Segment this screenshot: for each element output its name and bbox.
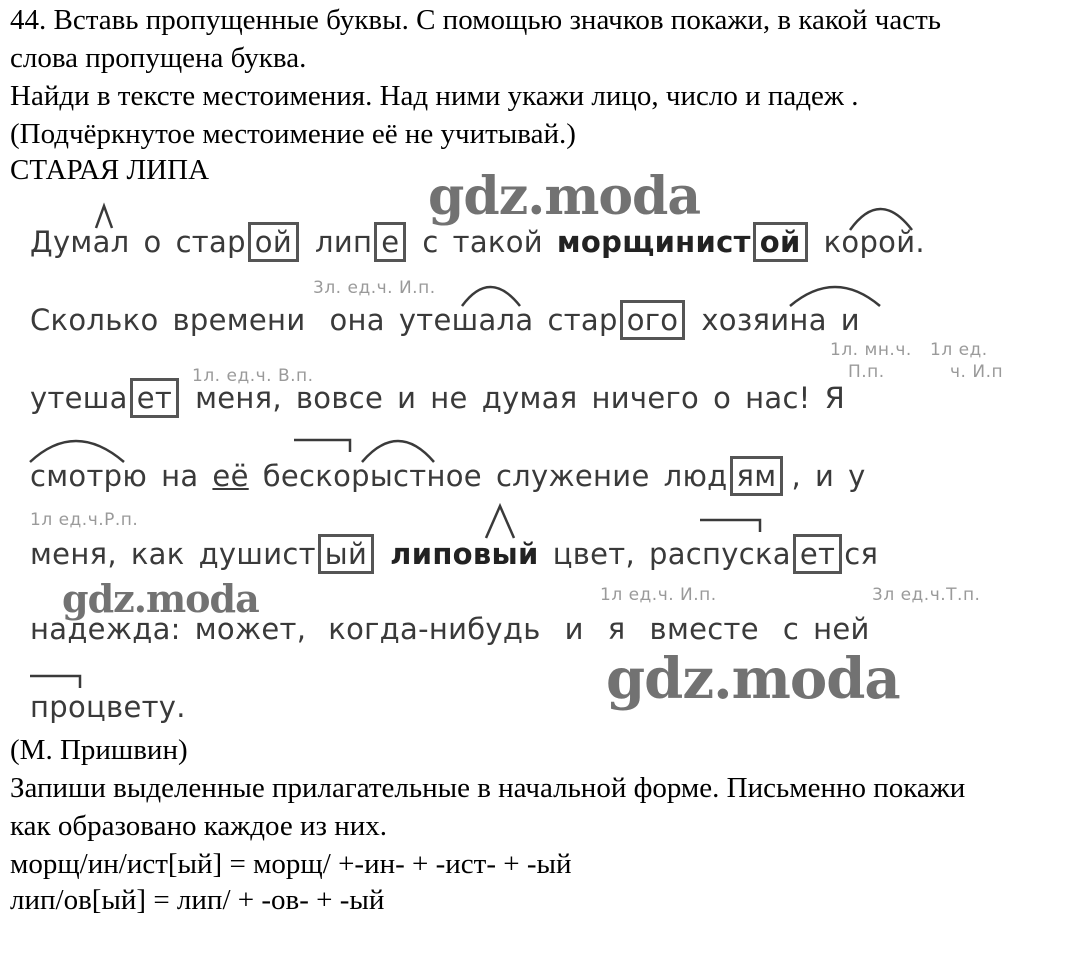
- ending-box: ет: [793, 534, 842, 574]
- word: люд ям: [664, 456, 786, 496]
- word: нас!: [745, 381, 811, 415]
- word: стар ого: [547, 300, 687, 340]
- word: стар ой: [176, 222, 301, 262]
- text-line-2: [30, 300, 874, 340]
- ending-box: ет: [130, 378, 179, 418]
- answer-line-2: лип/ов[ый] = лип/ + -ов- + -ый: [10, 884, 385, 916]
- word: и: [814, 459, 835, 493]
- word: утешала: [398, 303, 534, 337]
- word: Думал: [30, 225, 130, 259]
- ending-box: е: [374, 222, 406, 262]
- word: на: [161, 459, 199, 493]
- word: распуска ет ся: [649, 534, 878, 574]
- word: утеша ет: [30, 378, 181, 418]
- word: процвету.: [30, 690, 186, 724]
- word: о: [143, 225, 162, 259]
- task-line-2: слова пропущена буква.: [10, 42, 307, 74]
- pronoun-note: 1л. ед.ч. В.п.: [192, 366, 314, 386]
- word: как: [130, 537, 185, 571]
- word: лип е: [315, 222, 408, 262]
- word: ,: [791, 459, 801, 493]
- word: думая: [481, 381, 578, 415]
- word: душист ый: [199, 534, 377, 574]
- word: когда-нибудь: [328, 612, 541, 646]
- pronoun-note: 1л ед.: [930, 340, 988, 360]
- watermark: gdz.moda: [428, 166, 701, 227]
- word: надежда:: [30, 612, 181, 646]
- word: служение: [495, 459, 650, 493]
- word: с: [782, 612, 800, 646]
- task2-line-2: как образовано каждое из них.: [10, 810, 388, 842]
- word: вовсе: [295, 381, 384, 415]
- ending-box: ый: [318, 534, 374, 574]
- prefix-mark: [700, 520, 760, 532]
- ending-box: ого: [620, 300, 686, 340]
- word: времени: [172, 303, 306, 337]
- word: может,: [194, 612, 307, 646]
- word-underlined: её: [212, 459, 249, 493]
- task2-line-1: Запиши выделенные прилагательные в начальной форме. Письменно покажи: [10, 772, 966, 804]
- task-line-3: Найди в тексте местоимения. Над ними укажи лицо, число и падеж .: [10, 80, 859, 112]
- word: Сколько: [30, 303, 159, 337]
- pronoun-note: 1л ед.ч.Р.п.: [30, 510, 139, 530]
- word: цвет,: [552, 537, 635, 571]
- pronoun-note: 1л. мн.ч.: [830, 340, 912, 360]
- word: ничего: [591, 381, 700, 415]
- prefix-mark: [294, 440, 350, 452]
- word: бескорыстное: [262, 459, 482, 493]
- word: она: [329, 303, 385, 337]
- task-line-4: (Подчёркнутое местоимение её не учитывай.): [10, 118, 576, 150]
- pronoun-note: 3л. ед.ч. И.п.: [313, 278, 436, 298]
- word: у: [848, 459, 866, 493]
- watermark: gdz.moda: [62, 576, 259, 621]
- word: и: [397, 381, 417, 415]
- pronoun-note: 3л ед.ч.Т.п.: [872, 585, 981, 605]
- author: (М. Пришвин): [10, 734, 188, 766]
- pronoun-note: ч. И.п: [950, 362, 1004, 382]
- word: я: [607, 612, 626, 646]
- word-bold: морщинист ой: [557, 222, 810, 262]
- watermark: gdz.moda: [606, 646, 900, 712]
- word: смотрю: [30, 459, 148, 493]
- pronoun-note: П.п.: [848, 362, 885, 382]
- word: меня,: [195, 381, 282, 415]
- ending-box: ой: [248, 222, 299, 262]
- text-line-4: [30, 456, 880, 496]
- word: хозяина: [701, 303, 827, 337]
- answer-line-1: морщ/ин/ист[ый] = морщ/ +-ин- + -ист- + -ый: [10, 848, 572, 880]
- text-line-1: [30, 222, 939, 262]
- prefix-mark: [30, 676, 80, 688]
- task-line-1: 44. Вставь пропущенные буквы. С помощью значков покажи, в какой часть: [10, 4, 941, 36]
- word-bold: липовый: [390, 537, 539, 571]
- word: Я: [824, 381, 846, 415]
- text-line-5: [30, 534, 892, 574]
- text-line-3: [30, 378, 859, 418]
- ending-box: ям: [730, 456, 784, 496]
- ending-box: ой: [753, 222, 808, 262]
- word: не: [430, 381, 468, 415]
- word: и: [564, 612, 584, 646]
- word: вместе: [649, 612, 759, 646]
- word: такой: [452, 225, 543, 259]
- word: с: [422, 225, 439, 259]
- text-title: СТАРАЯ ЛИПА: [10, 154, 210, 186]
- word: ней: [813, 612, 870, 646]
- word: и: [840, 303, 860, 337]
- word: корой.: [823, 225, 925, 259]
- word: о: [713, 381, 732, 415]
- word: меня,: [30, 537, 117, 571]
- text-line-7: [30, 690, 200, 724]
- pronoun-note: 1л ед.ч. И.п.: [600, 585, 717, 605]
